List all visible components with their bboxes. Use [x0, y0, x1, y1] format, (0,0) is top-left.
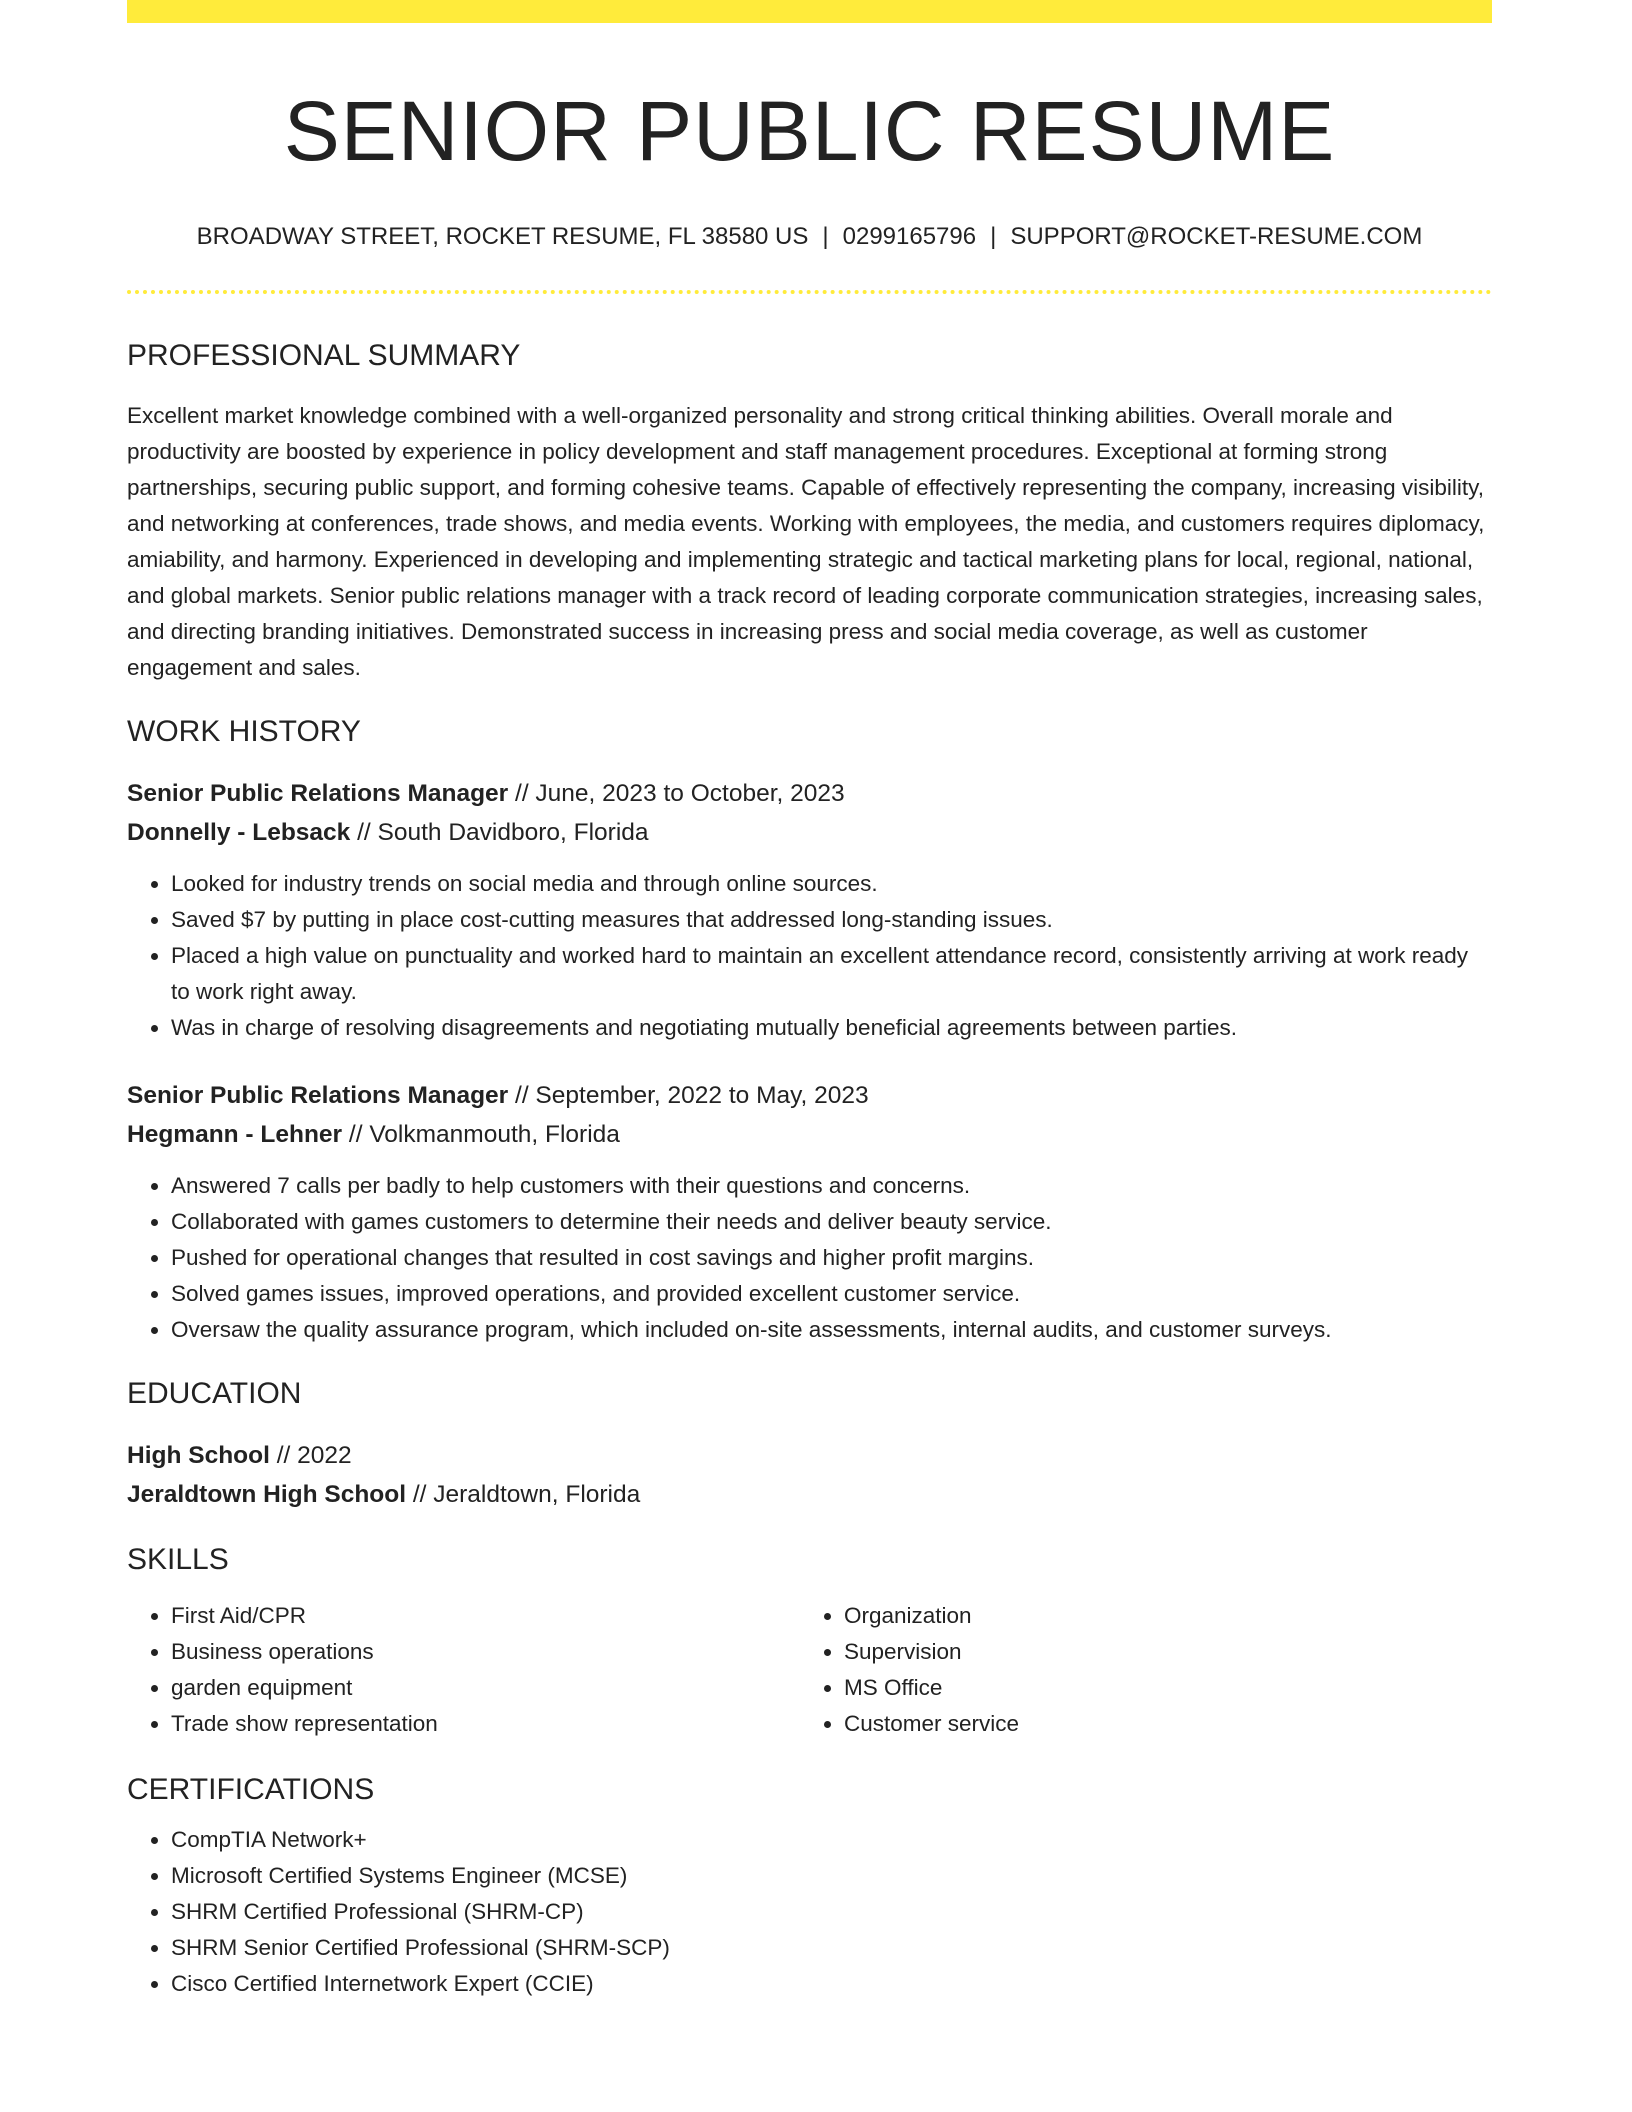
job-title-line — [127, 774, 1492, 813]
skill-item: • Business operations — [171, 1634, 800, 1670]
education-entry — [127, 1436, 1492, 1514]
certification-item: • SHRM Senior Certified Professional (SHRM-SCP) — [171, 1930, 1492, 1966]
skills-columns — [127, 1598, 1492, 1742]
job-entry — [127, 774, 1492, 1046]
education-location: // Jeraldtown, Florida — [406, 1481, 641, 1509]
skill-item: • First Aid/CPR — [171, 1598, 800, 1634]
job-dates: // June, 2023 to October, 2023 — [508, 780, 845, 808]
job-company: Donnelly - Lebsack — [127, 819, 351, 847]
certification-item: • Microsoft Certified Systems Engineer (MCSE) — [171, 1858, 1492, 1894]
job-bullet: • Pushed for operational changes that resulted in cost savings and higher profit margins. — [171, 1240, 1492, 1276]
contact-email: SUPPORT@ROCKET-RESUME.COM — [1010, 223, 1423, 251]
certification-item: • Cisco Certified Internetwork Expert (CCIE) — [171, 1966, 1492, 2002]
job-bullet: • Collaborated with games customers to determine their needs and deliver beauty service. — [171, 1204, 1492, 1240]
contact-separator: | — [822, 223, 829, 251]
summary-text: Excellent market knowledge combined with a well-organized personality and strong critical thinking abilities. Overall morale and productivity are boosted by experience in policy development and staff management procedures. Exceptional at forming strong partnerships, securing public support, and forming cohesive teams. Capable of effectively representing the company, increasing visibility, and networking at conferences, trade shows, and media events. Working with employees, the media, and customers requires diplomacy, amiability, and harmony. Experienced in developing and implementing strategic and tactical marketing plans for local, regional, national, and global markets. Senior public relations manager with a track record of leading corporate communication strategies, increasing sales, and directing branding initiatives. Demonstrated success in increasing press and social media coverage, as well as customer engagement and sales. — [127, 403, 1485, 681]
skill-item: • garden equipment — [171, 1670, 800, 1706]
job-bullet: • Oversaw the quality assurance program, which included on-site assessments, internal audits, and customer surveys. — [171, 1312, 1492, 1348]
skill-item: • Trade show representation — [171, 1706, 800, 1742]
education-school-line — [127, 1475, 1492, 1514]
contact-address: BROADWAY STREET, ROCKET RESUME, FL 38580 US — [196, 223, 809, 251]
education-degree: High School — [127, 1442, 270, 1470]
education-year: // 2022 — [269, 1442, 352, 1470]
job-company: Hegmann - Lehner — [127, 1121, 343, 1149]
skill-item: • Supervision — [844, 1634, 1019, 1670]
job-bullet: • Answered 7 calls per badly to help customers with their questions and concerns. — [171, 1168, 1492, 1204]
certification-item: • SHRM Certified Professional (SHRM-CP) — [171, 1894, 1492, 1930]
job-title-line — [127, 1076, 1492, 1115]
job-bullet: • Looked for industry trends on social media and through online sources. — [171, 866, 1492, 902]
job-bullet: • Placed a high value on punctuality and worked hard to maintain an excellent attendance record, consistently arriving at work ready to work right away. — [171, 938, 1492, 1010]
job-company-line — [127, 813, 1492, 852]
skills-list-right — [800, 1598, 1019, 1742]
job-bullets — [127, 1168, 1492, 1348]
skill-item: • Organization — [844, 1598, 1019, 1634]
skill-item: • Customer service — [844, 1706, 1019, 1742]
job-dates: // September, 2022 to May, 2023 — [508, 1082, 869, 1110]
education-heading: EDUCATION — [127, 1377, 302, 1411]
accent-top-bar — [127, 0, 1492, 23]
resume-title: SENIOR PUBLIC RESUME — [283, 84, 1336, 178]
job-location: // South Davidboro, Florida — [350, 819, 649, 847]
job-location: // Volkmanmouth, Florida — [342, 1121, 620, 1149]
job-bullet: • Solved games issues, improved operations, and provided excellent customer service. — [171, 1276, 1492, 1312]
work-history-heading: WORK HISTORY — [127, 715, 361, 749]
job-bullet: • Saved $7 by putting in place cost-cutting measures that addressed long-standing issues. — [171, 902, 1492, 938]
skill-item: • MS Office — [844, 1670, 1019, 1706]
education-school: Jeraldtown High School — [127, 1481, 407, 1509]
resume-page — [127, 0, 1492, 2002]
skills-list-left — [127, 1598, 800, 1742]
job-bullet: • Was in charge of resolving disagreements and negotiating mutually beneficial agreements between parties. — [171, 1010, 1492, 1046]
job-bullets — [127, 866, 1492, 1046]
job-entry — [127, 1076, 1492, 1348]
summary-heading: PROFESSIONAL SUMMARY — [127, 339, 521, 373]
contact-phone: 0299165796 — [842, 223, 977, 251]
dotted-divider — [127, 290, 1492, 294]
job-company-line — [127, 1115, 1492, 1154]
skills-heading: SKILLS — [127, 1543, 229, 1577]
job-title: Senior Public Relations Manager — [127, 780, 509, 808]
job-title: Senior Public Relations Manager — [127, 1082, 509, 1110]
contact-line — [127, 223, 1492, 252]
certifications-list — [127, 1822, 1492, 2002]
certifications-heading: CERTIFICATIONS — [127, 1773, 375, 1807]
contact-separator: | — [990, 223, 997, 251]
certification-item: • CompTIA Network+ — [171, 1822, 1492, 1858]
education-degree-line — [127, 1436, 1492, 1475]
